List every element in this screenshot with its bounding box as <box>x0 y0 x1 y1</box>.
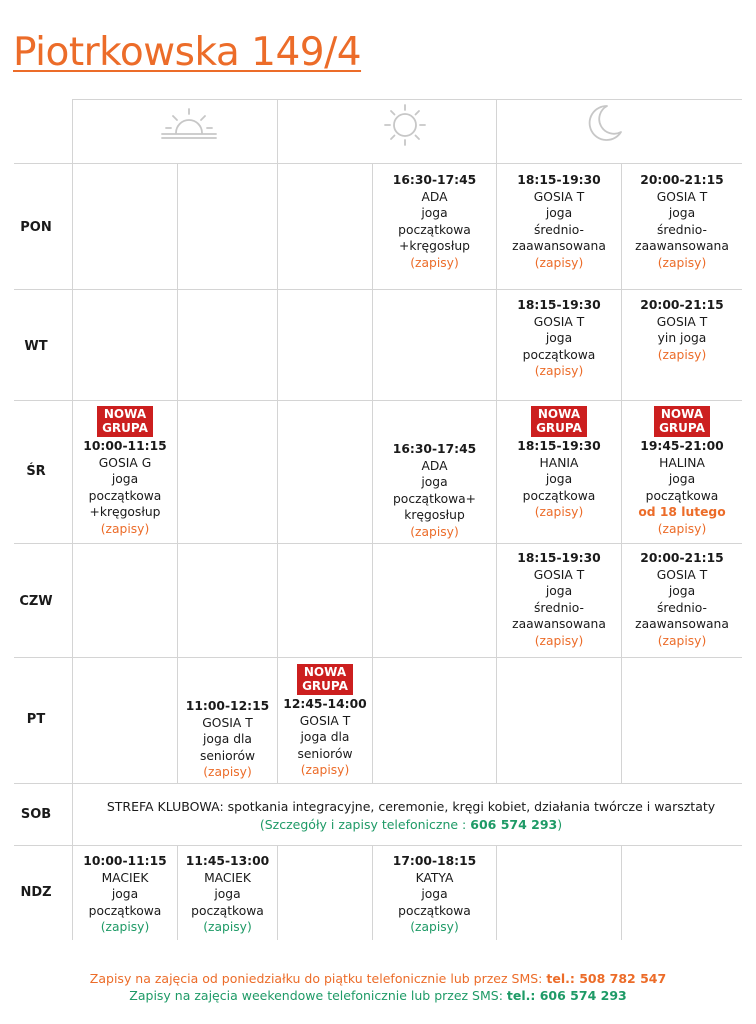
sunrise-icon <box>158 103 220 145</box>
page-title: Piotrkowska 149/4 <box>13 30 362 75</box>
class-name: joga <box>214 887 241 901</box>
signup-link[interactable]: (zapisy) <box>100 920 150 934</box>
instructor: GOSIA T <box>656 314 708 329</box>
class-time: 12:45-14:00 <box>283 697 367 711</box>
class-time: 18:15-19:30 <box>517 298 601 312</box>
class-time: 18:15-19:30 <box>517 173 601 187</box>
instructor: ADA <box>421 189 448 204</box>
class-time: 16:30-17:45 <box>392 173 477 187</box>
signup-link[interactable]: (zapisy) <box>203 920 252 934</box>
class-name: yin joga <box>657 331 707 345</box>
footer-weekday-signup <box>0 970 756 987</box>
instructor: GOSIA T <box>656 189 708 204</box>
signup-link[interactable]: (zapisy) <box>300 763 350 777</box>
instructor: GOSIA T <box>299 713 351 728</box>
class-entry <box>178 698 277 781</box>
class-name: początkowa <box>398 222 471 237</box>
instructor: KATYA <box>415 870 454 885</box>
class-name: zaawansowana <box>512 239 606 253</box>
signup-link[interactable]: (zapisy) <box>657 521 707 536</box>
class-entry <box>497 297 621 380</box>
instructor: GOSIA T <box>533 314 585 329</box>
class-time: 18:15-19:30 <box>517 551 601 565</box>
day-label-sob: SOB <box>20 807 52 822</box>
class-name: joga <box>545 206 573 220</box>
signup-link[interactable]: (zapisy) <box>410 524 459 539</box>
class-entry <box>73 406 177 537</box>
class-name: joga <box>421 887 448 901</box>
class-entry <box>622 172 742 271</box>
instructor: HANIA <box>539 455 579 470</box>
class-time: 16:30-17:45 <box>392 442 477 456</box>
class-entry <box>497 550 621 649</box>
class-name: joga <box>421 475 448 489</box>
class-entry <box>497 406 621 521</box>
class-name: początkowa <box>522 347 596 362</box>
day-label-wt: WT <box>24 339 48 354</box>
class-name: średnio- <box>657 222 707 237</box>
footer-weekday-text: Zapisy na zajęcia od poniedziałku do piątku telefonicznie lub przez SMS: <box>89 971 547 986</box>
class-name: początkowa <box>88 488 162 503</box>
class-time: 10:00-11:15 <box>83 854 167 868</box>
class-entry <box>622 297 742 363</box>
class-name: kręgosłup <box>404 508 465 522</box>
club-phone[interactable]: 606 574 293 <box>470 817 558 832</box>
class-name: średnio- <box>534 222 584 237</box>
day-label-sr: ŚR <box>26 464 46 479</box>
sun-icon <box>381 101 429 149</box>
footer-weekend-phone[interactable]: tel.: 606 574 293 <box>506 988 627 1003</box>
class-entry <box>73 853 177 936</box>
class-name: średnio- <box>657 600 707 615</box>
class-name: joga <box>111 887 139 901</box>
class-time: 19:45-21:00 <box>640 439 724 453</box>
class-entry <box>373 441 496 540</box>
class-time: 11:00-12:15 <box>185 699 270 713</box>
new-group-badge: NOWA GRUPA <box>654 406 710 437</box>
footer-weekend-signup <box>0 987 756 1004</box>
class-name: joga <box>421 206 448 220</box>
class-name: joga <box>545 331 573 345</box>
instructor: GOSIA T <box>202 715 253 730</box>
class-name: joga <box>545 472 573 486</box>
instructor: GOSIA T <box>533 567 585 582</box>
class-entry <box>178 853 277 936</box>
class-name: joga <box>668 472 696 486</box>
class-name: zaawansowana <box>635 239 729 253</box>
class-name: joga <box>111 472 139 486</box>
club-zone-text: STREFA KLUBOWA: spotkania integracyjne, ceremonie, kręgi kobiet, działania twórcze i warsztaty <box>106 799 716 814</box>
class-time: 18:15-19:30 <box>517 439 601 453</box>
class-time: 10:00-11:15 <box>83 439 167 453</box>
class-name: początkowa <box>191 903 264 918</box>
signup-link[interactable]: (zapisy) <box>534 255 584 270</box>
class-time: 20:00-21:15 <box>640 173 724 187</box>
class-name: joga dla <box>203 732 252 746</box>
signup-link[interactable]: (zapisy) <box>534 364 584 378</box>
class-time: 17:00-18:15 <box>392 854 477 868</box>
class-entry <box>373 172 496 271</box>
class-entry <box>373 853 496 936</box>
class-name: początkowa+ <box>392 491 476 506</box>
day-label-ndz: NDZ <box>20 885 52 900</box>
class-time: 20:00-21:15 <box>640 551 724 565</box>
class-name: początkowa <box>398 903 471 918</box>
signup-link[interactable]: (zapisy) <box>410 255 459 270</box>
signup-link[interactable]: (zapisy) <box>534 505 584 519</box>
moon-icon <box>585 102 625 144</box>
class-entry <box>622 550 742 649</box>
signup-link[interactable]: (zapisy) <box>100 521 150 536</box>
day-label-pt: PT <box>26 712 46 727</box>
instructor: HALINA <box>659 455 705 470</box>
class-name: +kręgosłup <box>399 239 470 253</box>
instructor: MACIEK <box>204 870 251 885</box>
club-details-prefix: (Szczegóły i zapisy telefoniczne : <box>259 817 471 832</box>
instructor: GOSIA G <box>98 455 152 470</box>
signup-link[interactable]: (zapisy) <box>410 920 459 934</box>
club-zone-details <box>73 816 749 834</box>
class-name: seniorów <box>199 748 256 763</box>
start-date-note: od 18 lutego <box>638 505 726 519</box>
day-label-czw: CZW <box>19 594 53 609</box>
footer-weekday-phone[interactable]: tel.: 508 782 547 <box>546 971 667 986</box>
instructor: MACIEK <box>101 870 149 885</box>
signup-link[interactable]: (zapisy) <box>534 633 584 648</box>
instructor: GOSIA T <box>656 567 708 582</box>
day-label-pon: PON <box>20 220 52 235</box>
new-group-badge: NOWA GRUPA <box>297 664 353 695</box>
class-name: początkowa <box>522 488 596 503</box>
class-name: joga <box>545 584 573 598</box>
class-name: joga <box>668 584 696 598</box>
class-name: zaawansowana <box>635 617 729 631</box>
class-name: początkowa <box>645 488 719 503</box>
signup-link[interactable]: (zapisy) <box>657 633 707 648</box>
signup-link[interactable]: (zapisy) <box>657 255 707 270</box>
class-entry <box>497 172 621 271</box>
class-name: zaawansowana <box>512 617 606 631</box>
instructor: ADA <box>421 458 448 473</box>
footer-weekend-text: Zapisy na zajęcia weekendowe telefonicznie lub przez SMS: <box>129 988 507 1003</box>
signup-link[interactable]: (zapisy) <box>203 765 252 779</box>
signup-link[interactable]: (zapisy) <box>657 347 707 362</box>
class-name: joga <box>668 206 696 220</box>
class-name: joga dla <box>300 730 350 744</box>
club-details-suffix: ) <box>557 817 563 832</box>
class-entry <box>622 406 742 537</box>
class-name: +kręgosłup <box>89 505 161 519</box>
class-name: seniorów <box>297 746 353 761</box>
class-time: 20:00-21:15 <box>640 298 724 312</box>
instructor: GOSIA T <box>533 189 585 204</box>
class-name: początkowa <box>88 903 162 918</box>
new-group-badge: NOWA GRUPA <box>97 406 153 437</box>
class-entry <box>278 664 372 779</box>
new-group-badge: NOWA GRUPA <box>531 406 587 437</box>
club-zone-info <box>73 798 749 834</box>
class-time: 11:45-13:00 <box>185 854 270 868</box>
class-name: średnio- <box>534 600 584 615</box>
